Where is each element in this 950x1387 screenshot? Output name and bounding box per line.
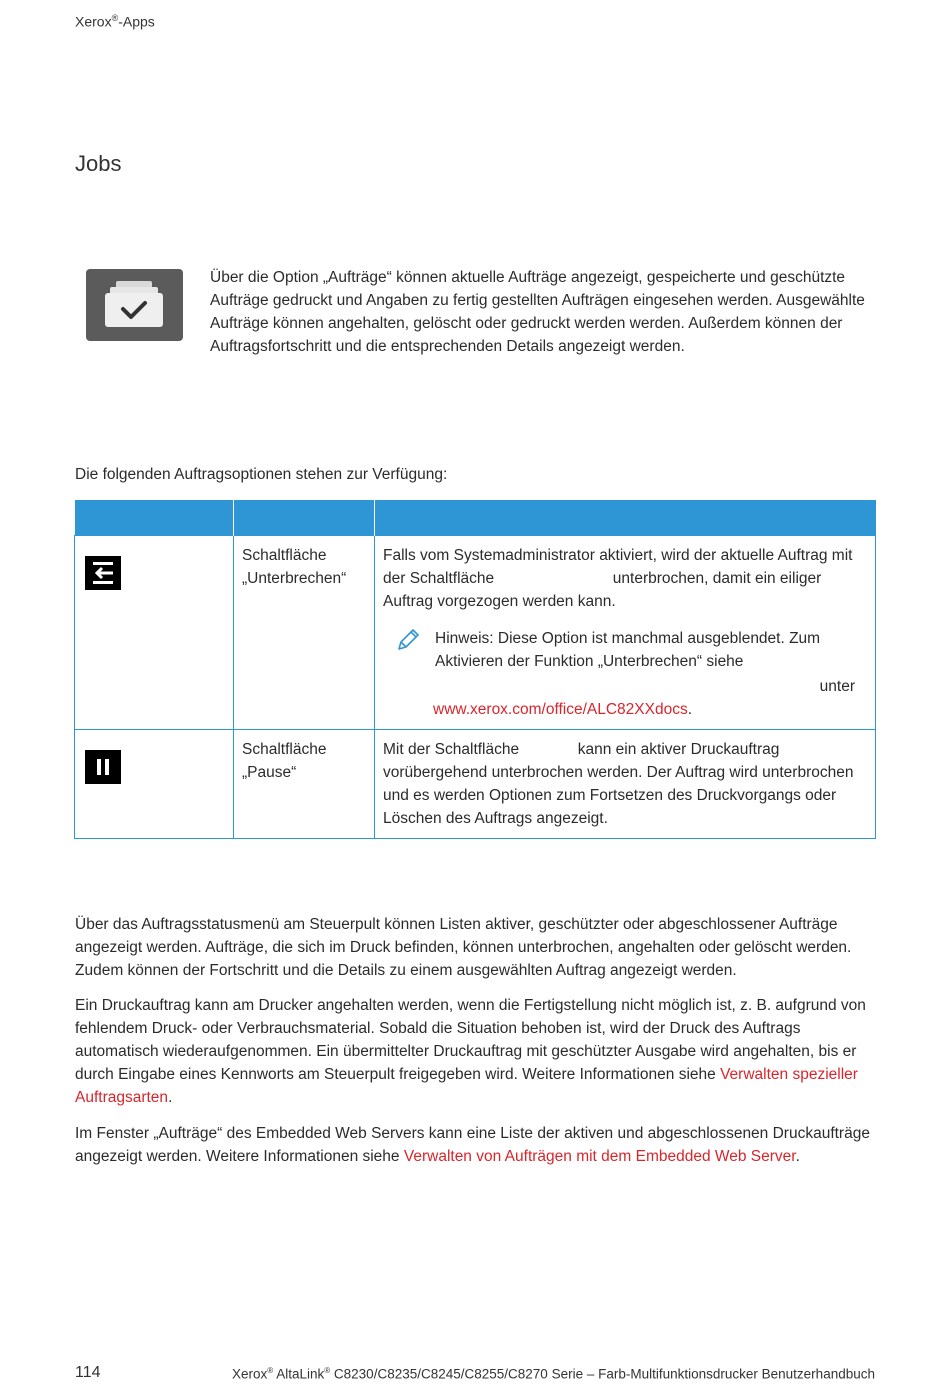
special-job-types-link[interactable]: Verwalten spezieller Auftragsarten (75, 1066, 858, 1106)
desc-text: Falls vom Systemadministrator aktiviert, wird der aktuelle Auftrag mit der Schaltfläche (383, 547, 853, 587)
option-description (375, 730, 876, 839)
option-name: Schaltfläche „Unterbrechen“ (234, 536, 375, 730)
note-end: . (687, 701, 693, 718)
table-header-row (75, 500, 876, 536)
paragraph-text: Ein Druckauftrag kann am Drucker angehalten werden, wenn die Fertigstellung nicht möglich ist, z. B. aufgrund von fehlendem Druck- oder Verbrauchsmaterial. Sobald die Situation behoben ist, wird der Druck des Auftrags automatisch wiederaufgenommen. Ein übermittelter Druckauftrag mit geschützter Ausgabe wird angehalten, bis er durch Eingabe eines Kennworts am Steuerpult freigegeben wird. Weitere Informationen siehe (75, 997, 866, 1083)
intro-paragraph: Über die Option „Aufträge“ können aktuelle Aufträge angezeigt, gespeicherte und geschützte Aufträge gedruckt und Angaben zu fertig gestellten Aufträgen eingesehen werden. Ausgewählte Aufträge können angehalten, gelöscht oder gedruckt werden werden. Außerdem können der Auftragsfortschritt und die entsprechenden Details angezeigt werden. (210, 269, 865, 355)
desc-text: kann ein aktiver Druckauftrag vorübergehend unterbrochen werden. Der Auftrag wird unterbrochen und es werden Optionen zum Fortsetzen des Druckvorgangs oder Löschen des Auftrags angezeigt. (383, 741, 854, 827)
desc-text: Mit der Schaltfläche (383, 741, 520, 758)
note-text: Hinweis: Diese Option ist manchmal ausgeblendet. Zum Aktivieren der Funktion „Unterbrechen“ siehe (435, 630, 821, 670)
table-row (75, 730, 876, 839)
table-header-cell (75, 500, 234, 536)
running-header: Xerox®-Apps (75, 13, 155, 30)
pause-icon (85, 750, 121, 784)
note-unter: unter (819, 678, 855, 695)
desc-text: unterbrochen, damit ein eiliger Auftrag vorgezogen werden kann. (383, 570, 822, 610)
job-options-table (74, 500, 876, 839)
paragraph-ews (75, 1122, 875, 1168)
page-number: 114 (75, 1364, 101, 1381)
interrupt-icon (85, 556, 121, 590)
footer-title: Xerox® AltaLink® C8230/C8235/C8245/C8255/C8270 Serie – Farb-Multifunktionsdrucker Benutzerhandbuch (232, 1366, 875, 1382)
jobs-app-icon (86, 269, 183, 341)
icon-cell (75, 730, 234, 839)
paragraph-held-jobs (75, 994, 875, 1109)
section-title: Jobs (75, 151, 122, 176)
icon-cell (75, 536, 234, 730)
table-lead: Die folgenden Auftragsoptionen stehen zur Verfügung: (75, 466, 448, 483)
ews-jobs-link[interactable]: Verwalten von Aufträgen mit dem Embedded Web Server (403, 1148, 796, 1165)
paragraph-end: . (795, 1148, 800, 1165)
paragraph-end: . (168, 1089, 173, 1106)
table-header-cell (234, 500, 375, 536)
option-name: Schaltfläche „Pause“ (234, 730, 375, 839)
docs-link[interactable]: www.xerox.com/office/ALC82XXdocs (433, 701, 688, 718)
note (383, 627, 867, 721)
table-row (75, 536, 876, 730)
table-header-cell (375, 500, 876, 536)
pencil-icon (395, 627, 421, 660)
paragraph-job-status: Über das Auftragsstatusmenü am Steuerpult können Listen aktiver, geschützter oder abgeschlossener Aufträge angezeigt werden. Aufträge, die sich im Druck befinden, können unterbrochen, angehalten oder gelöscht werden. Zudem können der Fortschritt und die Details zu einem ausgewählten Auftrag angezeigt werden. (75, 916, 852, 979)
paragraph-text: Im Fenster „Aufträge“ des Embedded Web Servers kann eine Liste der aktiven und abgeschlossenen Druckaufträge angezeigt werden. Weitere Informationen siehe (75, 1125, 870, 1165)
option-description (375, 536, 876, 730)
